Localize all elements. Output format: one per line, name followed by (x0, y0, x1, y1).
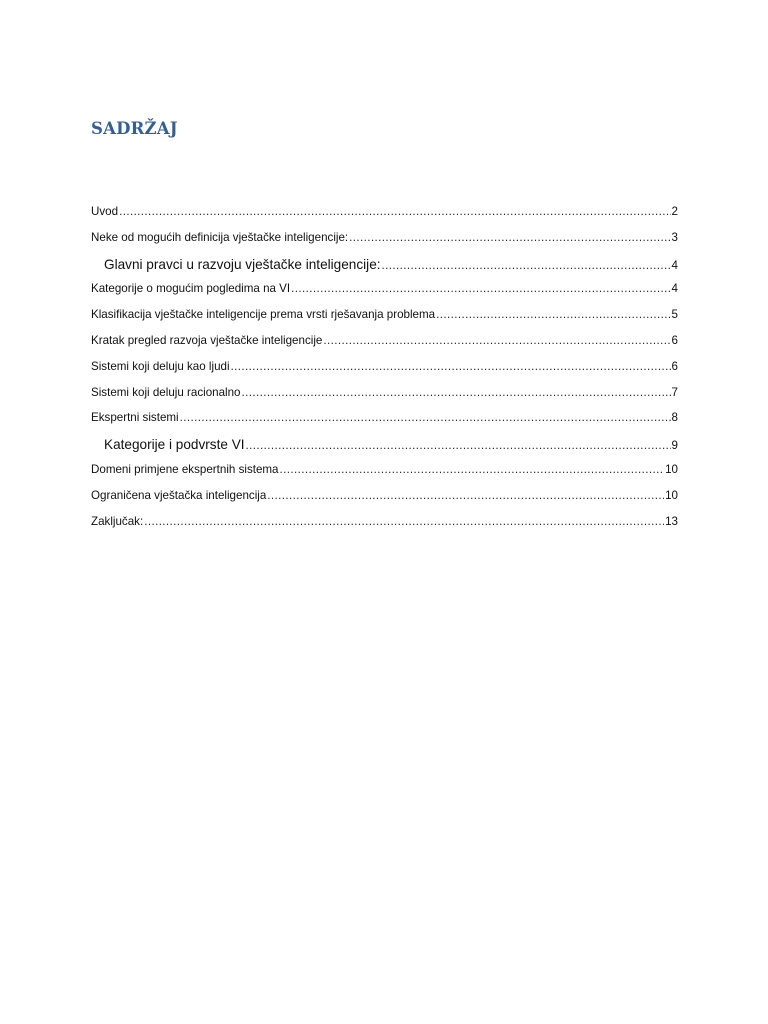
toc-entry-sistemi-racionalno[interactable] (91, 386, 678, 412)
toc-entry-label: Sistemi koji deluju racionalno (91, 385, 241, 399)
dot-leader (144, 515, 664, 528)
toc-entry-page: 4 (671, 258, 678, 272)
toc-entry-page: 5 (671, 308, 678, 322)
toc-entry-label: Kategorije i podvrste VI (104, 437, 245, 453)
toc-entry-label: Glavni pravci u razvoju vještačke inteligencije: (104, 256, 381, 272)
toc-entry-definicije[interactable] (91, 231, 678, 257)
toc-entry-page: 6 (671, 333, 678, 347)
dot-leader (231, 360, 671, 373)
dot-leader (436, 308, 670, 321)
dot-leader (119, 205, 670, 218)
toc-entry-label: Kategorije o mogućim pogledima na VI (91, 282, 291, 296)
toc-entry-label: Uvod (91, 205, 119, 218)
toc-entry-page: 7 (671, 385, 678, 399)
dot-leader (349, 231, 670, 244)
dot-leader (291, 282, 670, 295)
dot-leader (267, 489, 664, 502)
dot-leader (280, 463, 665, 476)
toc-entry-page: 13 (665, 514, 678, 528)
toc-entry-label: Neke od mogućih definicija vještačke inteligencije: (91, 230, 349, 244)
toc-entry-uvod[interactable] (91, 205, 678, 231)
dot-leader (242, 386, 671, 399)
toc-entry-page: 9 (671, 439, 678, 453)
toc-entry-page: 10 (665, 488, 678, 502)
dot-leader (382, 259, 671, 272)
toc-entry-page: 3 (671, 230, 678, 244)
toc-entry-label: Domeni primjene ekspertnih sistema (91, 462, 279, 476)
toc-heading: SADRŽAJ (91, 119, 178, 138)
toc-entry-kategorije-podvrste[interactable] (91, 437, 678, 463)
table-of-contents (91, 205, 678, 540)
toc-entry-label: Sistemi koji deluju kao ljudi (91, 359, 230, 373)
toc-entry-glavni-pravci[interactable] (91, 257, 678, 283)
toc-entry-kratak-pregled[interactable] (91, 334, 678, 360)
toc-entry-page: 6 (671, 359, 678, 373)
toc-entry-label: Ekspertni sistemi (91, 411, 179, 425)
toc-entry-page: 4 (671, 282, 678, 296)
toc-entry-sistemi-ljudi[interactable] (91, 360, 678, 386)
toc-entry-label: Ograničena vještačka inteligencija (91, 488, 267, 502)
toc-entry-label: Klasifikacija vještačke inteligencije prema vrsti rješavanja problema (91, 308, 436, 322)
toc-entry-label: Zaključak: (91, 514, 144, 528)
toc-entry-domeni-primjene[interactable] (91, 463, 678, 489)
dot-leader (246, 439, 671, 452)
toc-entry-ekspertni-sistemi[interactable] (91, 411, 678, 437)
toc-entry-klasifikacija[interactable] (91, 308, 678, 334)
toc-entry-label: Kratak pregled razvoja vještačke inteligencije (91, 333, 323, 347)
toc-entry-kategorije-pogledi[interactable] (91, 282, 678, 308)
toc-entry-page: 10 (665, 462, 678, 476)
toc-entry-page: 2 (671, 205, 678, 218)
dot-leader (180, 411, 671, 424)
toc-entry-page: 8 (671, 411, 678, 425)
toc-entry-ogranicena-vi[interactable] (91, 489, 678, 515)
dot-leader (323, 334, 670, 347)
toc-entry-zakljucak[interactable] (91, 515, 678, 541)
